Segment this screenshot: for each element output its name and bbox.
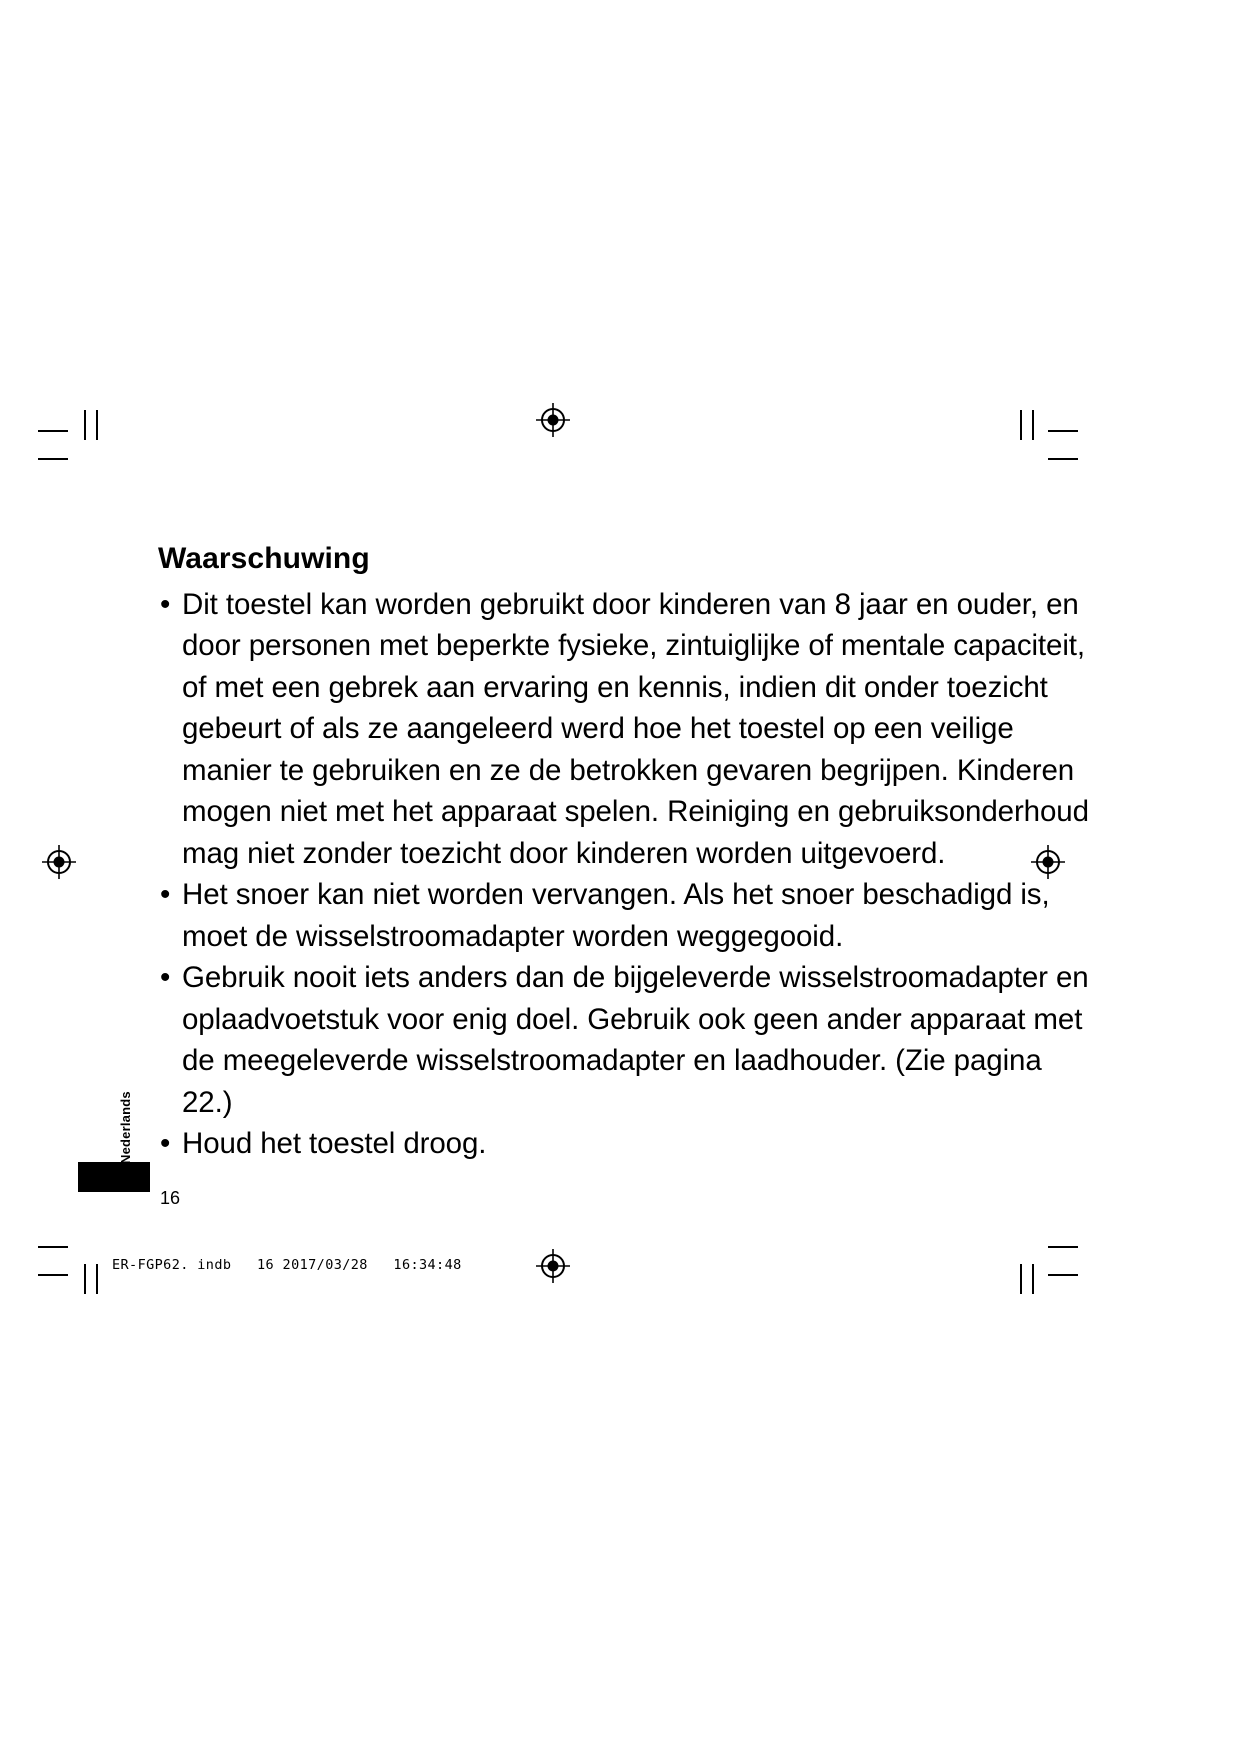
- list-item: [158, 1123, 1098, 1165]
- crop-mark-bottom-right: [1018, 1240, 1078, 1300]
- crop-mark-top-right: [1018, 410, 1078, 470]
- bullet-marker: •: [160, 961, 171, 994]
- list-item-text: Dit toestel kan worden gebruikt door kinderen van 8 jaar en ouder, en door personen met beperkte fysieke, zintuiglijke of mentale capaciteit, of met een gebrek aan ervaring en kennis, indien dit onder toezicht gebeurt of als ze aangeleerd werd hoe het toestel op een veilige manier te gebruiken en ze de betrokken gevaren begrijpen. Kinderen mogen niet met het apparaat spelen. Reiniging en gebruiksonderhoud mag niet zonder toezicht door kinderen worden uitgevoerd.: [182, 587, 1089, 870]
- bullet-marker: •: [160, 878, 171, 911]
- page-title: Waarschuwing: [158, 542, 370, 575]
- warning-bullet-list: [158, 584, 1098, 1165]
- list-item-text: Het snoer kan niet worden vervangen. Als het snoer beschadigd is, moet de wisselstroomadapter worden weggegooid.: [182, 878, 1050, 953]
- registration-mark-left: [42, 845, 76, 879]
- list-item-text: Houd het toestel droog.: [182, 1127, 487, 1160]
- list-item: [158, 957, 1098, 1123]
- bullet-marker: •: [160, 1127, 171, 1160]
- list-item-text: Gebruik nooit iets anders dan de bijgeleverde wisselstroomadapter en oplaadvoetstuk voor enig doel. Gebruik ook geen ander apparaat met de meegeleverde wisselstroomadapter en laadhouder. (Zie pagina 22.): [182, 961, 1089, 1119]
- language-tab-label: Nederlands: [118, 1091, 133, 1164]
- page-number: 16: [160, 1188, 181, 1208]
- page-body: [158, 540, 1098, 1165]
- crop-mark-top-left: [38, 410, 98, 470]
- bullet-marker: •: [160, 587, 171, 621]
- list-item: [158, 874, 1098, 957]
- language-tab-marker: [78, 1162, 150, 1192]
- list-item: [158, 584, 1098, 875]
- registration-mark-top: [536, 403, 570, 437]
- registration-mark-bottom: [536, 1249, 570, 1283]
- crop-mark-bottom-left: [38, 1240, 98, 1300]
- print-footer-metadata: ER-FGP62. indb 16 2017/03/28 16:34:48: [112, 1257, 462, 1273]
